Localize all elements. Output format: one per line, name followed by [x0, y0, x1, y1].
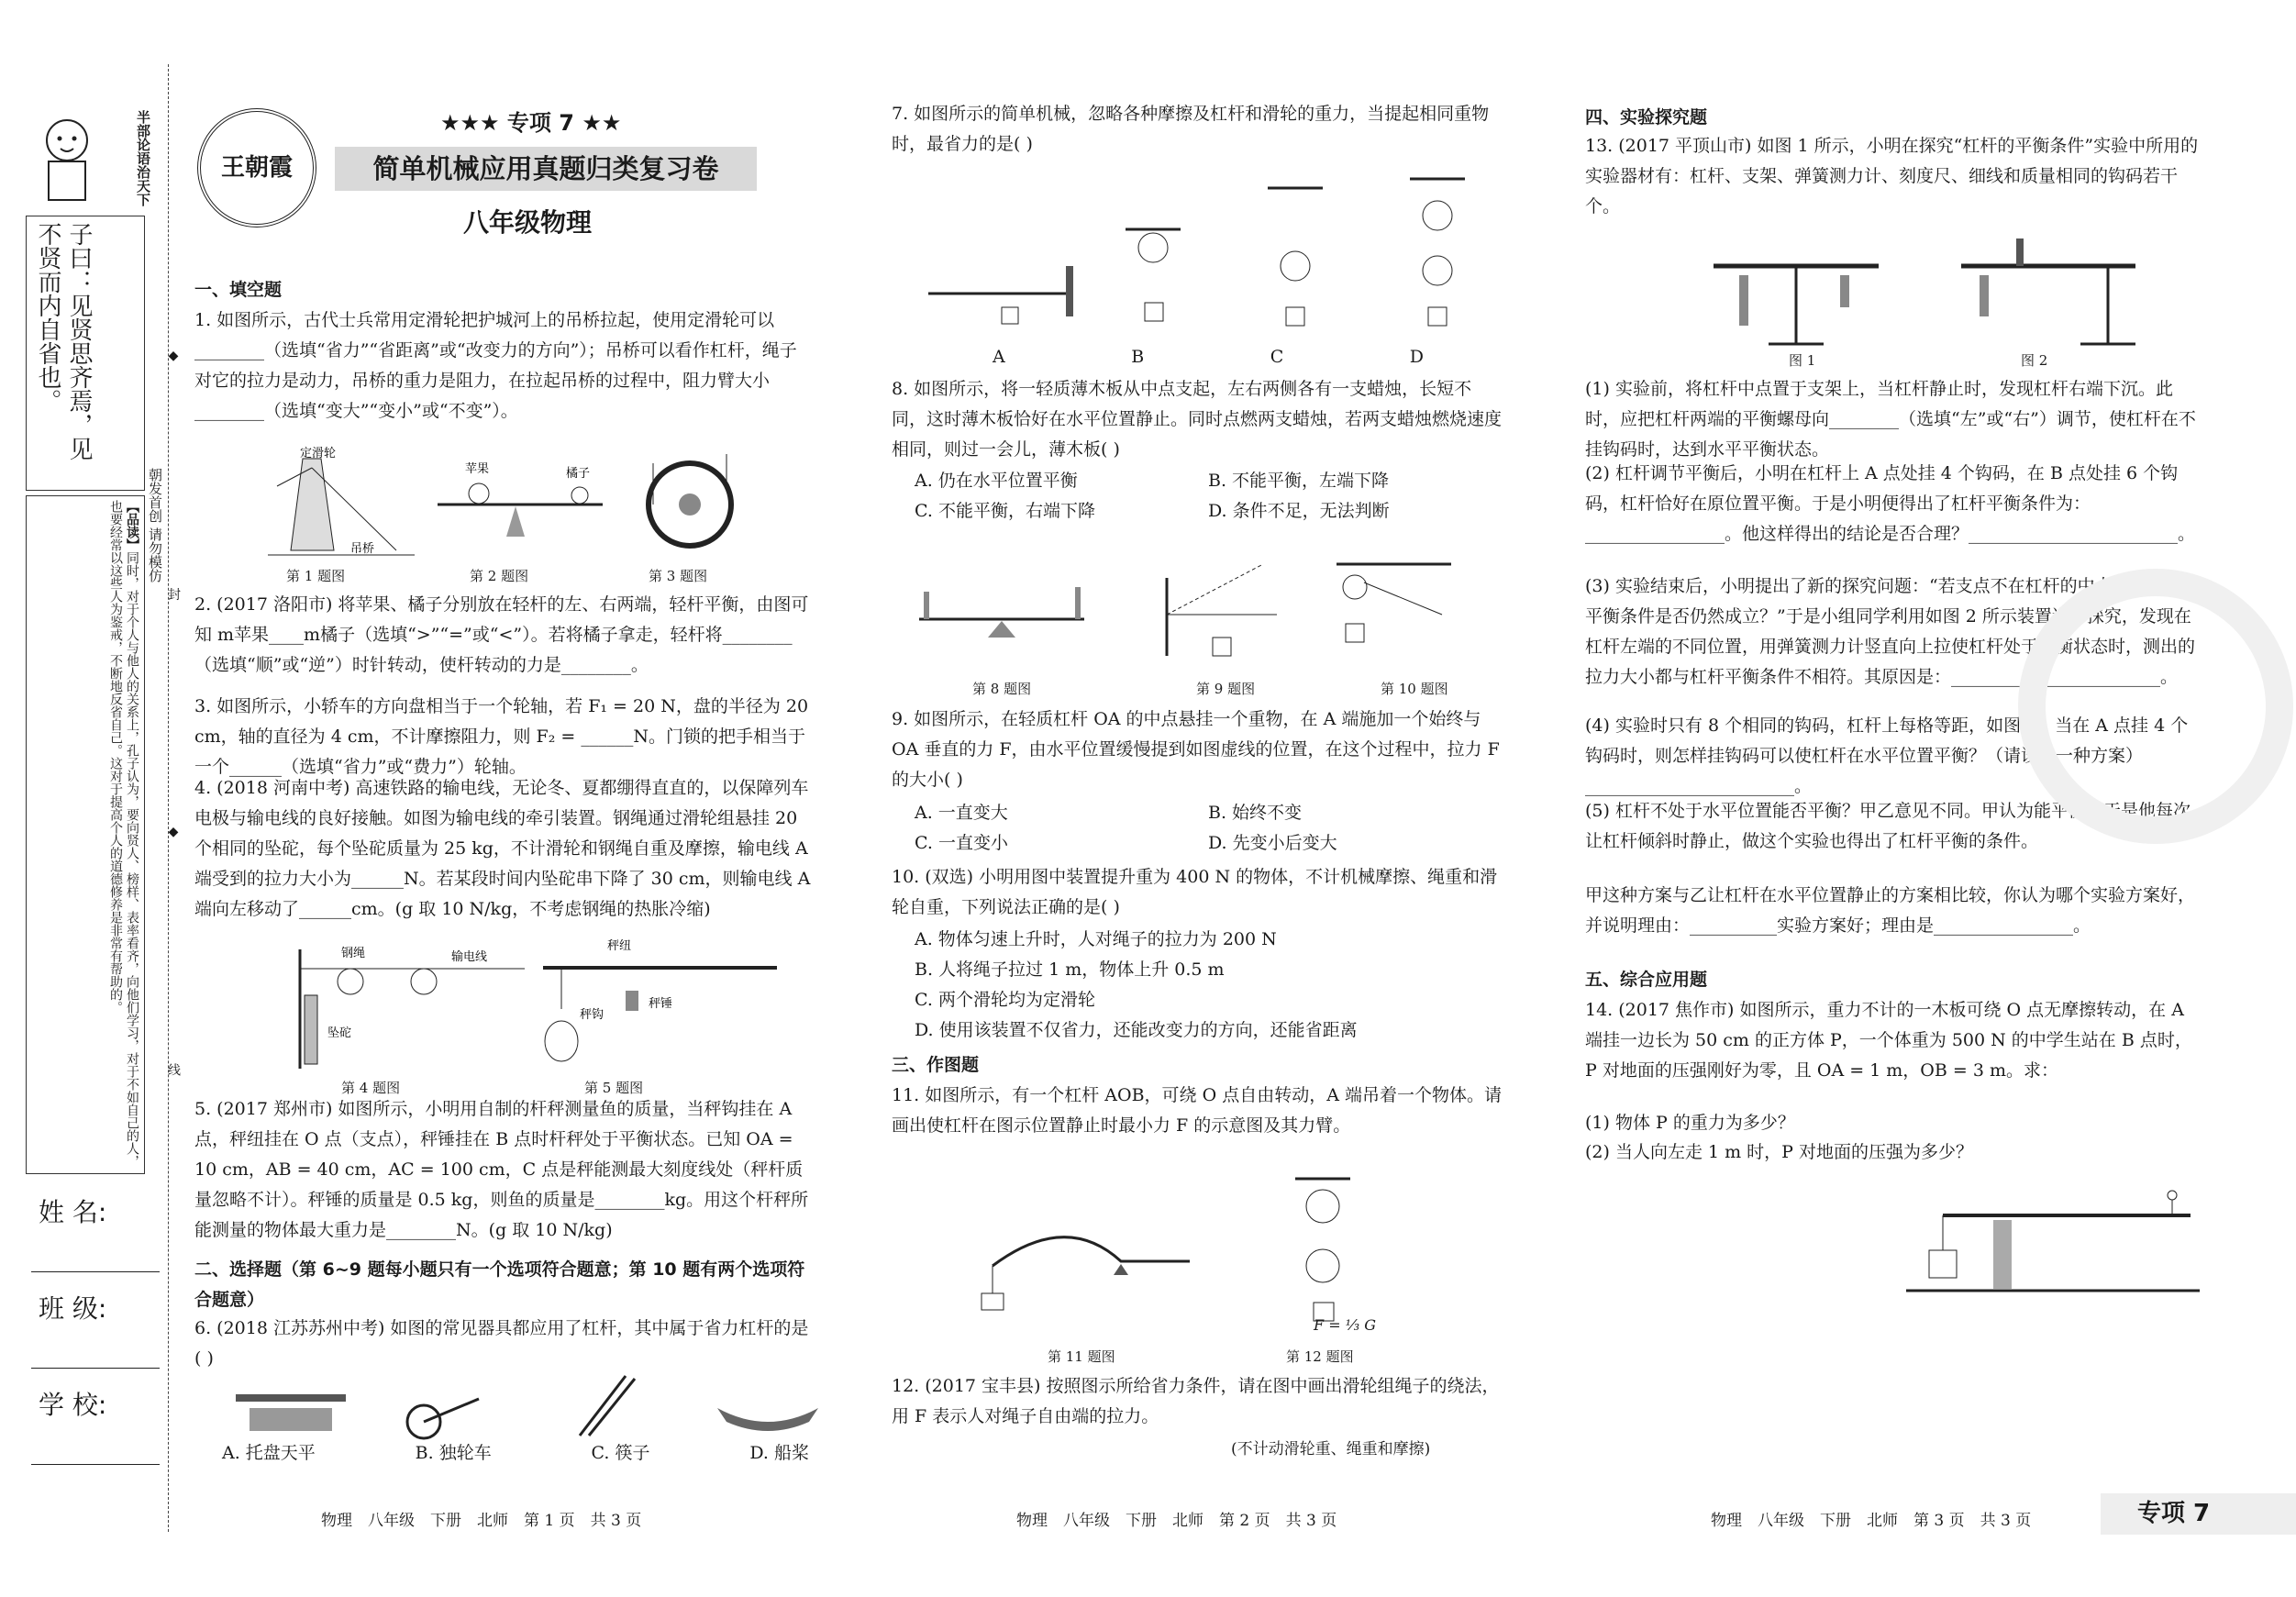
q7-machines: [919, 170, 1488, 344]
question-14-2: (2) 当人向左走 1 m 时，P 对地面的压强为多少？: [1585, 1142, 1974, 1162]
fig3-wheel: [626, 449, 754, 550]
q10-option-b[interactable]: B. 人将绳子拉过 1 m，物体上升 0.5 m: [915, 959, 1225, 980]
fig2-lever: [428, 459, 612, 550]
section-1: 一、填空题: [194, 280, 283, 300]
question-7: 7. 如图所示的简单机械，忽略各种摩擦及杠杆和滑轮的重力，当提起相同重物时，最省力的是( ): [892, 104, 1490, 154]
question-13-6: 甲这种方案与乙让杠杆在水平位置静止的方案相比较，你认为哪个实验方案好，并说明理由：__________实验方案好；理由是________________。: [1585, 885, 2196, 936]
fig12-caption: 第 12 题图: [1286, 1348, 1354, 1365]
fig4-rope-label: 钢绳: [341, 947, 366, 960]
column-1: [194, 0, 811, 1597]
q6-option-d[interactable]: D. 船桨: [749, 1443, 809, 1463]
fig1-caption: 第 1 题图: [286, 568, 346, 584]
question-11: 11. 如图所示，有一个杠杆 AOB，可绕 O 点自由转动，A 端吊着一个物体。请画出使杠杆在图示位置静止时最小力 F 的示意图及其力臂。: [892, 1085, 1502, 1136]
footer-tag: [2101, 1493, 2296, 1535]
class-field[interactable]: [31, 1367, 160, 1369]
question-13-1: (1) 实验前，将杠杆中点置于支架上，当杠杆静止时，发现杠杆右端下沉。此时，应把杠杆两端的平衡螺母向________（选填“左”或“右”）调节，使杠杆在不挂钩码时，达到水平平衡状态。: [1585, 379, 2196, 460]
fig4-wire-label: 输电线: [451, 950, 488, 964]
question-1: 1. 如图所示，古代士兵常用定滑轮把护城河上的吊桥拉起，使用定滑轮可以________（选填“省力”“省距离”或“改变力的方向”）；吊桥可以看作杠杆，绳子对它的拉力是动力，吊桥的重力是阻力，在拉起吊桥的过程中，阻力臂大小________（选填“变大”“变小”或“不变”）。: [194, 310, 797, 421]
fig1-pulley-label: 定滑轮: [300, 447, 337, 460]
question-8: 8. 如图所示，将一轻质薄木板从中点支起，左右两侧各有一支蜡烛，长短不同，这时薄木板恰好在水平位置静止。同时点燃两支蜡烛，若两支蜡烛燃烧速度相同，则过一会儿，薄木板( ): [892, 379, 1503, 460]
quote-box: [26, 216, 145, 491]
q13-fig2-caption: 图 2: [2021, 352, 2048, 369]
logo-text: 王朝霞: [220, 153, 293, 182]
question-12: 12. (2017 宝丰县) 按照图示所给省力条件，请在图中画出滑轮组绳子的绕法，用 F 表示人对绳子自由端的拉力。: [892, 1376, 1500, 1426]
q13-fig1-caption: 图 1: [1789, 352, 1816, 369]
question-13-2: (2) 杠杆调节平衡后，小明在杠杆上 A 点处挂 4 个钩码，在 B 点处挂 6 个钩码，杠杆恰好在原位置平衡。于是小明便得出了杠杆平衡条件为：________________。他这样得出的结论是否合理？________________________。: [1585, 463, 2196, 544]
q7-option-c[interactable]: C: [1270, 347, 1284, 367]
q11-lever: [974, 1202, 1213, 1312]
q14-figure: [1906, 1179, 2200, 1298]
motto-text: 朝发首创 请勿模仿: [147, 468, 163, 582]
section-5: 五、综合应用题: [1585, 970, 1708, 990]
school-field[interactable]: [31, 1463, 160, 1465]
question-13-3: (3) 实验结束后，小明提出了新的探究问题：“若支点不在杠杆的中点时，杠杆的平衡条件是否仍然成立？”于是小组同学利用如图 2 所示装置进行探究，发现在杠杆左端的不同位置，用弹簧测力计竖直向上拉使杠杆处于平衡状态时，测出的拉力大小都与杠杆平衡条件不相符。其原因是：________________________。: [1585, 576, 2200, 687]
fig5-caption: 第 5 题图: [584, 1080, 644, 1096]
section-4: 四、实验探究题: [1585, 107, 1708, 128]
fig11-caption: 第 11 题图: [1048, 1348, 1115, 1365]
q8-option-c[interactable]: C. 不能平衡，右端下降: [915, 501, 1095, 521]
q9-option-a[interactable]: A. 一直变大: [915, 803, 1008, 823]
fig2-apple-label: 苹果: [465, 462, 490, 476]
fig5-knob-label: 秤纽: [607, 939, 632, 953]
q9-option-c[interactable]: C. 一直变小: [915, 833, 1008, 853]
reading-text: 同时，对于个人与他人的关系上，孔子认为，要向贤人、榜样、表率看齐，向他们学习，对于不如自己的人，也要经常以这些人为鉴戒，不断地反省自己。这对于提高个人的道德修养是非常有帮助的。: [108, 500, 139, 1168]
q6-icons: [231, 1371, 818, 1445]
q8-q10-figures: [901, 537, 1497, 665]
question-3: 3. 如图所示，小轿车的方向盘相当于一个轮轴，若 F₁ = 20 N，盘的半径为 20 cm，轴的直径为 4 cm，不计摩擦阻力，则 F₂ = ______N。门锁的把手相当于一个______（选填“省力”或“费力”）轮轴。: [194, 696, 809, 777]
question-9: 9. 如图所示，在轻质杠杆 OA 的中点悬挂一个重物，在 A 端施加一个始终与 OA 垂直的力 F，由水平位置缓慢提到如图虚线的位置，在这个过程中，拉力 F 的大小( ): [892, 709, 1500, 790]
question-14-1: (1) 物体 P 的重力为多少？: [1585, 1113, 1795, 1133]
q10-option-c[interactable]: C. 两个滑轮均为定滑轮: [915, 990, 1095, 1010]
column-2: [892, 0, 1504, 1597]
name-label: 姓 名:: [39, 1197, 107, 1227]
reading-label: 【品读】: [125, 500, 139, 551]
class-label: 班 级:: [39, 1293, 107, 1324]
question-14: 14. (2017 焦作市) 如图所示，重力不计的一木板可绕 O 点无摩擦转动，在 A 端挂一边长为 50 cm 的正方体 P，一个体重为 500 N 的中学生站在 B 点时，P 对地面的压强刚好为零，且 OA = 1 m，OB = 3 m。求：: [1585, 1000, 2192, 1081]
fig1-drawbridge: [250, 449, 424, 560]
q8-option-a[interactable]: A. 仍在水平位置平衡: [915, 471, 1078, 491]
section-2: 二、选择题（第 6~9 题每小题只有一个选项符合题意；第 10 题有两个选项符合题意）: [194, 1259, 805, 1310]
fig2-orange-label: 橘子: [566, 467, 591, 481]
q13-figures: [1704, 234, 2163, 353]
fig3-caption: 第 3 题图: [649, 568, 708, 584]
q7-option-b[interactable]: B: [1131, 347, 1145, 367]
question-2: 2. (2017 洛阳市) 将苹果、橘子分别放在轻杆的左、右两端，轻杆平衡，由图可知 m苹果____m橘子（选填“>”“=”或“<”）。若将橘子拿走，轻杆将________（选填“顺”或“逆”）时针转动，使杆转动的力是________。: [194, 594, 809, 675]
question-13-5: (5) 杠杆不处于水平位置能否平衡？甲乙意见不同。甲认为能平衡。于是他每次让杠杆倾斜时静止，做这个实验也得出了杠杆平衡的条件。: [1585, 801, 2191, 851]
q12-pulleys: [1268, 1174, 1378, 1330]
question-13: 13. (2017 平顶山市) 如图 1 所示，小明在探究“杠杆的平衡条件”实验中所用的实验器材有：杠杆、支架、弹簧测力计、刻度尺、细线和质量相同的钩码若干个。: [1585, 136, 2199, 216]
seal-text: ◆ 封 ◆ 线: [166, 349, 181, 1187]
q8-option-b[interactable]: B. 不能平衡，左端下降: [1208, 471, 1390, 491]
footer-tag-text: 专项 7: [2137, 1500, 2211, 1527]
seal-line: [168, 64, 169, 1532]
q10-option-d[interactable]: D. 使用该装置不仅省力，还能改变力的方向，还能省距离: [915, 1020, 1358, 1040]
q6-options: [222, 1438, 809, 1469]
q9-options: [915, 798, 1502, 859]
fig5-hook-label: 秤钩: [580, 1008, 605, 1022]
reading-box: [26, 495, 145, 1174]
binding-sidebar: [0, 0, 181, 1597]
fig10-caption: 第 10 题图: [1381, 681, 1448, 697]
quote-text: 子曰：见贤思齐焉，见不贤而内自省也。: [34, 222, 93, 460]
question-5: 5. (2017 郑州市) 如图所示，小明用自制的杆秤测量鱼的质量，当秤钩挂在 A 点，秤纽挂在 O 点（支点），秤锤挂在 B 点时杆秤处于平衡状态。已知 OA = 10 cm，AB = 40 cm，AC = 100 cm，C 点是秤能测最大刻度线处（秤杆质量忽略不计）。秤锤的质量是 0.5 kg，则鱼的质量是________kg。用这个杆秤所能测量的物体最大重力是________N。(g 取 10 N/kg): [194, 1099, 809, 1240]
watermark-icon: [2018, 569, 2293, 844]
q8-options: [915, 466, 1502, 527]
q6-option-a[interactable]: A. 托盘天平: [222, 1443, 316, 1463]
badge-text: 专项 7: [506, 110, 574, 136]
name-field[interactable]: [31, 1270, 160, 1272]
question-4: 4. (2018 河南中考) 高速铁路的输电线，无论冬、夏都绷得直直的，以保障列车电极与输电线的良好接触。如图为输电线的牵引装置。钢绳通过滑轮组悬挂 20 个相同的坠砣，每个坠砣质量为 25 kg，不计滑轮和钢绳自重及摩擦，输电线 A 端受到的拉力大小为______N。若某段时间内坠砣串下降了 30 cm，则输电线 A 端向左移动了______cm。(g 取 10 N/kg，不考虑钢绳的热胀冷缩): [194, 778, 811, 919]
q10-option-a[interactable]: A. 物体匀速上升时，人对绳子的拉力为 200 N: [915, 929, 1277, 949]
q10-options: [915, 925, 1502, 1046]
brand-vertical: 半部论语治天下: [135, 110, 151, 206]
q7-option-a[interactable]: A: [993, 347, 1005, 367]
fig5-weight-label: 秤锤: [649, 997, 673, 1011]
footer-page-1: 物理 八年级 下册 北师 第 1 页 共 3 页: [321, 1512, 642, 1530]
page-subtitle: 八年级物理: [463, 207, 593, 238]
fig4-weight-label: 坠砣: [327, 1026, 352, 1040]
question-6: 6. (2018 江苏苏州中考) 如图的常见器具都应用了杠杆，其中属于省力杠杆的是( ): [194, 1318, 809, 1369]
question-10: 10. (双选) 小明用图中装置提升重为 400 N 的物体，不计机械摩擦、绳重和滑轮自重，下列说法正确的是( ): [892, 867, 1498, 917]
q7-labels: [993, 342, 1424, 372]
q9-option-b[interactable]: B. 始终不变: [1208, 803, 1303, 823]
q7-option-d[interactable]: D: [1409, 347, 1424, 367]
fig5-steelyard: [534, 936, 782, 1064]
q9-option-d[interactable]: D. 先变小后变大: [1208, 833, 1337, 853]
q12-force-label: F = ⅓ G: [1314, 1316, 1377, 1334]
q12-note: (不计动滑轮重、绳重和摩擦): [1231, 1440, 1431, 1458]
page-title: 简单机械应用真题归类复习卷: [372, 152, 719, 184]
footer-page-2: 物理 八年级 下册 北师 第 2 页 共 3 页: [1016, 1512, 1337, 1530]
fig8-caption: 第 8 题图: [972, 681, 1032, 697]
badge: ★★★ 专项 7 ★★: [440, 110, 622, 136]
footer-page-3: 物理 八年级 下册 北师 第 3 页 共 3 页: [1711, 1512, 2032, 1530]
school-label: 学 校:: [39, 1390, 107, 1420]
fig1-bridge-label: 吊桥: [350, 542, 375, 556]
fig9-caption: 第 9 题图: [1196, 681, 1256, 697]
fig4-traction: [295, 940, 534, 1069]
cartoon-icon: [26, 108, 108, 205]
q8-option-d[interactable]: D. 条件不足，无法判断: [1208, 501, 1390, 521]
question-13-4: (4) 实验时只有 8 个相同的钩码，杠杆上每格等距，如图 1，当在 A 点挂 4 个钩码时，则怎样挂钩码可以使杠杆在水平位置平衡？（请设计一种方案）________________________。: [1585, 715, 2189, 796]
fig4-caption: 第 4 题图: [341, 1080, 401, 1096]
q6-option-c[interactable]: C. 筷子: [591, 1443, 650, 1463]
q6-option-b[interactable]: B. 独轮车: [415, 1443, 492, 1463]
section-3: 三、作图题: [892, 1055, 980, 1075]
fig2-caption: 第 2 题图: [470, 568, 529, 584]
